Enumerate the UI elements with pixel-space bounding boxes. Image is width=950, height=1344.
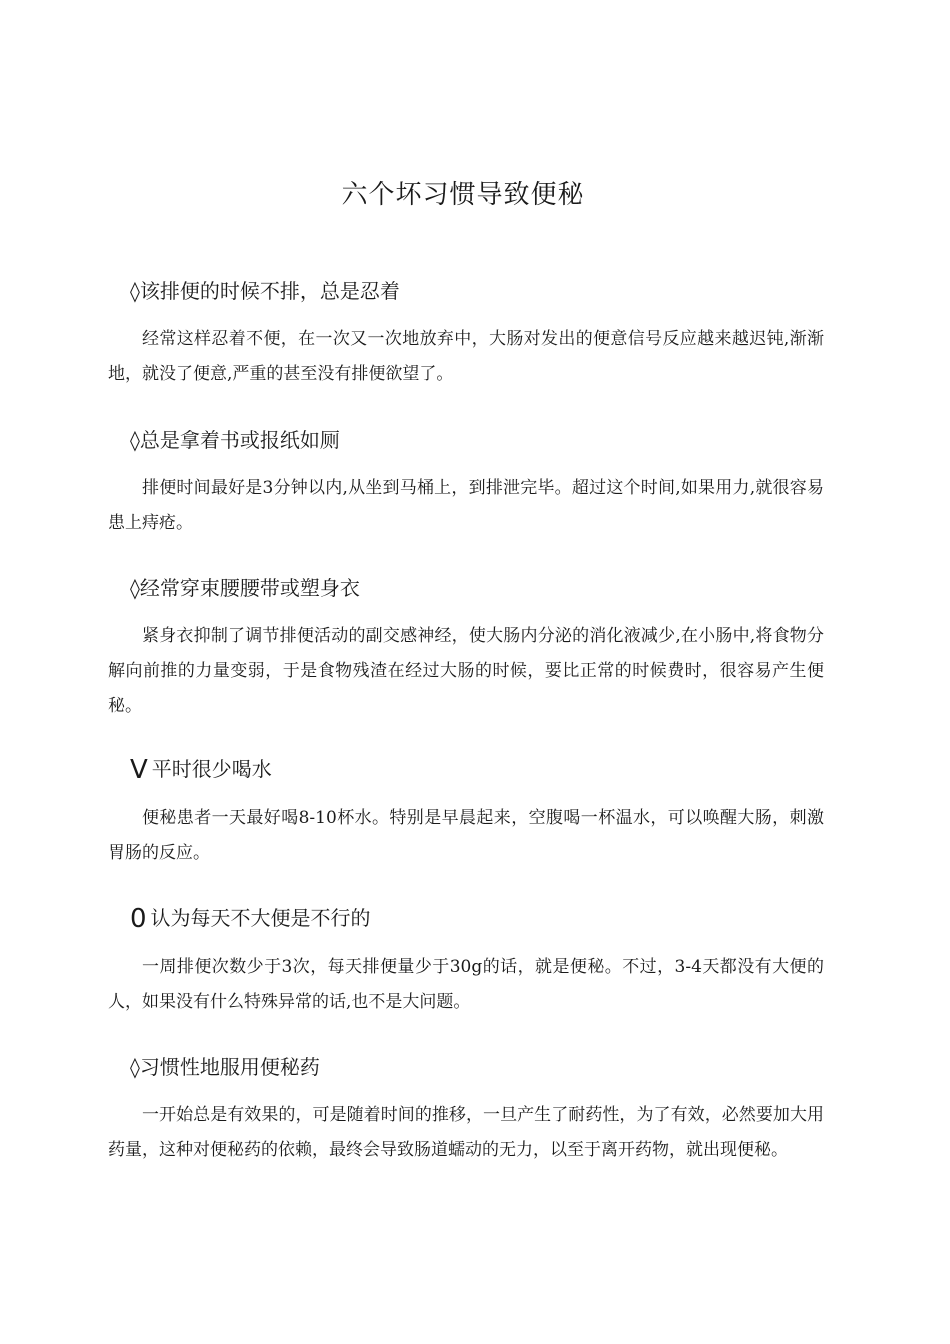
diamond-icon: ◊ [130, 279, 140, 303]
section-heading [130, 276, 824, 306]
section-hold-bowel [108, 276, 824, 392]
section-paragraph: 一开始总是有效果的，可是随着时间的推移，一旦产生了耐药性，为了有效，必然要加大用药量，这种对便秘药的依赖，最终会导致肠道蠕动的无力，以至于离开药物，就出现便秘。 [108, 1105, 824, 1160]
section-tight-clothing [108, 573, 824, 724]
section-paragraph: 便秘患者一天最好喝8-10杯水。特别是早晨起来，空腹喝一杯温水，可以唤醒大肠，刺激胃肠的反应。 [108, 808, 824, 863]
section-heading [130, 903, 824, 934]
section-little-water [108, 754, 824, 871]
section-heading [130, 754, 824, 785]
v-marker-icon: V [130, 755, 148, 785]
diamond-icon: ◊ [130, 576, 140, 600]
section-heading [130, 1052, 824, 1082]
section-paragraph: 经常这样忍着不便，在一次又一次地放弃中，大肠对发出的便意信号反应越来越迟钝,渐渐地，就没了便意,严重的甚至没有排便欲望了。 [108, 329, 824, 384]
zero-marker-icon: 0 [130, 904, 147, 934]
diamond-icon: ◊ [130, 428, 140, 452]
section-heading [130, 573, 824, 603]
section-heading-text: 习惯性地服用便秘药 [139, 1055, 320, 1079]
section-laxative-habit [108, 1052, 824, 1168]
section-paragraph: 排便时间最好是3分钟以内,从坐到马桶上，到排泄完毕。超过这个时间,如果用力,就很容易患上痔疮。 [108, 478, 824, 533]
document-title: 六个坏习惯导致便秘 [341, 180, 585, 210]
section-heading-text: 该排便的时候不排，总是忍着 [139, 279, 400, 303]
section-heading-text: 总是拿着书或报纸如厕 [139, 428, 340, 452]
section-heading-text: 认为每天不大便是不行的 [150, 906, 371, 930]
diamond-icon: ◊ [130, 1055, 140, 1079]
section-heading-text: 经常穿束腰腰带或塑身衣 [139, 576, 360, 600]
section-heading [130, 425, 824, 455]
section-reading-on-toilet [108, 425, 824, 541]
section-paragraph: 紧身衣抑制了调节排便活动的副交感神经，使大肠内分泌的消化液减少,在小肠中,将食物分解向前推的力量变弱，于是食物残渣在经过大肠的时候，要比正常的时候费时，很容易产生便秘。 [108, 626, 824, 716]
section-heading-text: 平时很少喝水 [151, 757, 272, 781]
section-daily-bowel-belief [108, 903, 824, 1020]
section-paragraph: 一周排便次数少于3次，每天排便量少于30g的话，就是便秘。不过，3-4天都没有大便的人，如果没有什么特殊异常的话,也不是大问题。 [108, 957, 824, 1012]
